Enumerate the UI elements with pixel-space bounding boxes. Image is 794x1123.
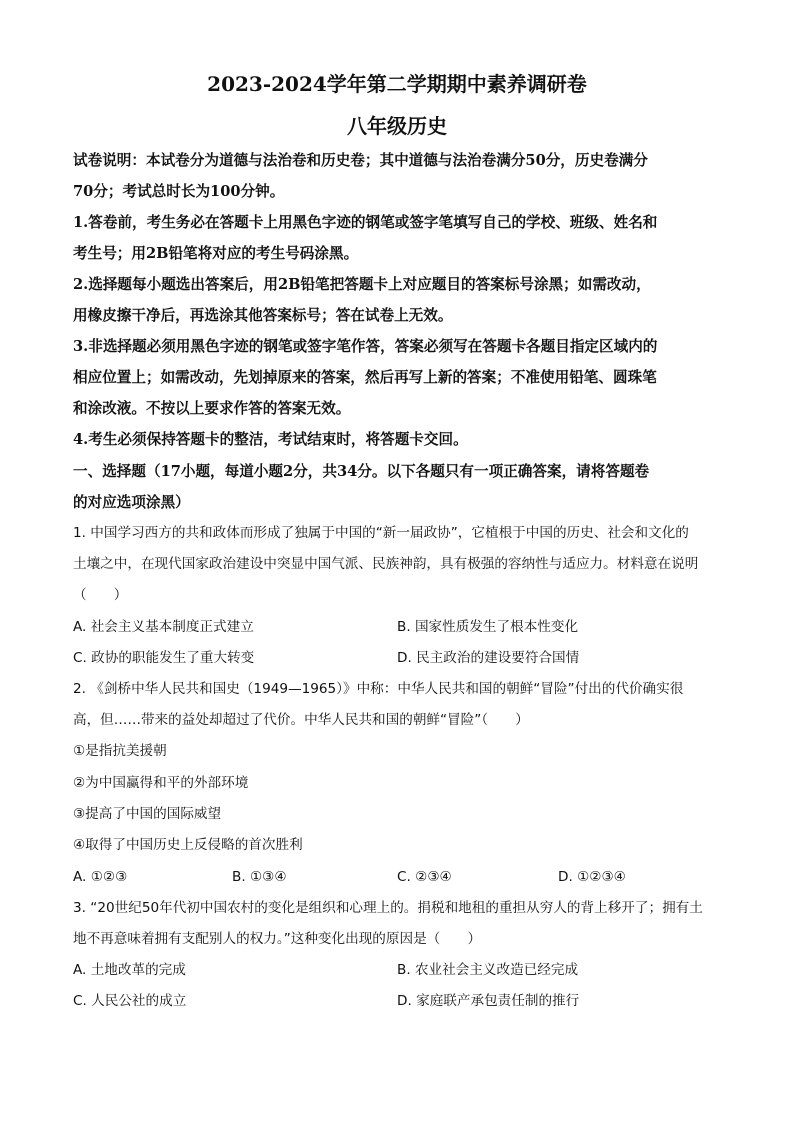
question-2-item: ③提高了中国的国际威望	[73, 806, 222, 822]
question-1-stem: 1. 中国学习西方的共和政体而形成了独属于中国的“新一届政协”，它植根于中国的历史、社会和文化的	[73, 525, 689, 541]
section-heading-cont: 的对应选项涂黑）	[73, 494, 190, 511]
question-3-option-d: D. 家庭联产承包责任制的推行	[397, 993, 580, 1009]
instructions-line: 试卷说明：本试卷分为道德与法治卷和历史卷；其中道德与法治卷满分50分，历史卷满分	[73, 152, 648, 169]
instruction-rule-1-cont: 考生号；用2B铅笔将对应的考生号码涂黑。	[73, 245, 359, 262]
question-1-stem-cont: 土壤之中，在现代国家政治建设中突显中国气派、民族神韵，具有极强的容纳性与适应力。材料意在说明	[73, 556, 699, 572]
question-2-option-a: A. ①②③	[73, 869, 128, 885]
instruction-rule-3-cont: 相应位置上；如需改动，先划掉原来的答案，然后再写上新的答案；不准使用铅笔、圆珠笔	[73, 369, 657, 386]
question-3-option-b: B. 农业社会主义改造已经完成	[397, 962, 579, 978]
question-2-stem-cont: 高，但……带来的益处却超过了代价。中华人民共和国的朝鲜“冒险”（ ）	[73, 712, 529, 728]
exam-title: 2023-2024学年第二学期期中素养调研卷	[207, 72, 587, 96]
exam-subtitle: 八年级历史	[347, 114, 447, 138]
question-2-option-c: C. ②③④	[397, 869, 452, 885]
question-1-option-a: A. 社会主义基本制度正式建立	[73, 619, 254, 635]
question-3-option-a: A. 土地改革的完成	[73, 962, 186, 978]
section-heading: 一、选择题（17小题，每道小题2分，共34分。以下各题只有一项正确答案，请将答题卷	[73, 463, 650, 480]
question-2-option-b: B. ①③④	[232, 869, 287, 885]
instruction-rule-4: 4.考生必须保持答题卡的整洁，考试结束时，将答题卡交回。	[73, 431, 468, 448]
question-1-option-c: C. 政协的职能发生了重大转变	[73, 650, 255, 666]
question-2-stem: 2. 《剑桥中华人民共和国史（1949—1965）》中称：中华人民共和国的朝鲜“冒险”付出的代价确实很	[73, 681, 684, 697]
question-3-stem-cont: 地不再意味着拥有支配别人的权力。”这种变化出现的原因是（ ）	[73, 931, 482, 947]
question-3-stem: 3. “20世纪50年代初中国农村的变化是组织和心理上的。捐税和地租的重担从穷人的背上移开了；拥有土	[73, 900, 703, 916]
question-2-option-d: D. ①②③④	[558, 869, 626, 885]
question-1-option-b: B. 国家性质发生了根本性变化	[397, 619, 579, 635]
instruction-rule-1: 1.答卷前，考生务必在答题卡上用黑色字迹的钢笔或签字笔填写自己的学校、班级、姓名和	[73, 214, 658, 231]
instruction-rule-2-cont: 用橡皮擦干净后，再选涂其他答案标号；答在试卷上无效。	[73, 307, 453, 324]
question-2-item: ②为中国赢得和平的外部环境	[73, 775, 249, 791]
question-2-item: ④取得了中国历史上反侵略的首次胜利	[73, 837, 303, 853]
instructions-line: 70分；考试总时长为100分钟。	[73, 183, 285, 200]
question-3-option-c: C. 人民公社的成立	[73, 993, 187, 1009]
question-1-answer-blank: （ ）	[73, 587, 128, 603]
instruction-rule-2: 2.选择题每小题选出答案后，用2B铅笔把答题卡上对应题目的答案标号涂黑；如需改动，	[73, 276, 651, 293]
instruction-rule-3-cont: 和涂改液。不按以上要求作答的答案无效。	[73, 400, 351, 417]
question-2-item: ①是指抗美援朝	[73, 743, 167, 759]
instruction-rule-3: 3.非选择题必须用黑色字迹的钢笔或签字笔作答，答案必须写在答题卡各题目指定区域内的	[73, 338, 658, 355]
question-1-option-d: D. 民主政治的建设要符合国情	[397, 650, 580, 666]
